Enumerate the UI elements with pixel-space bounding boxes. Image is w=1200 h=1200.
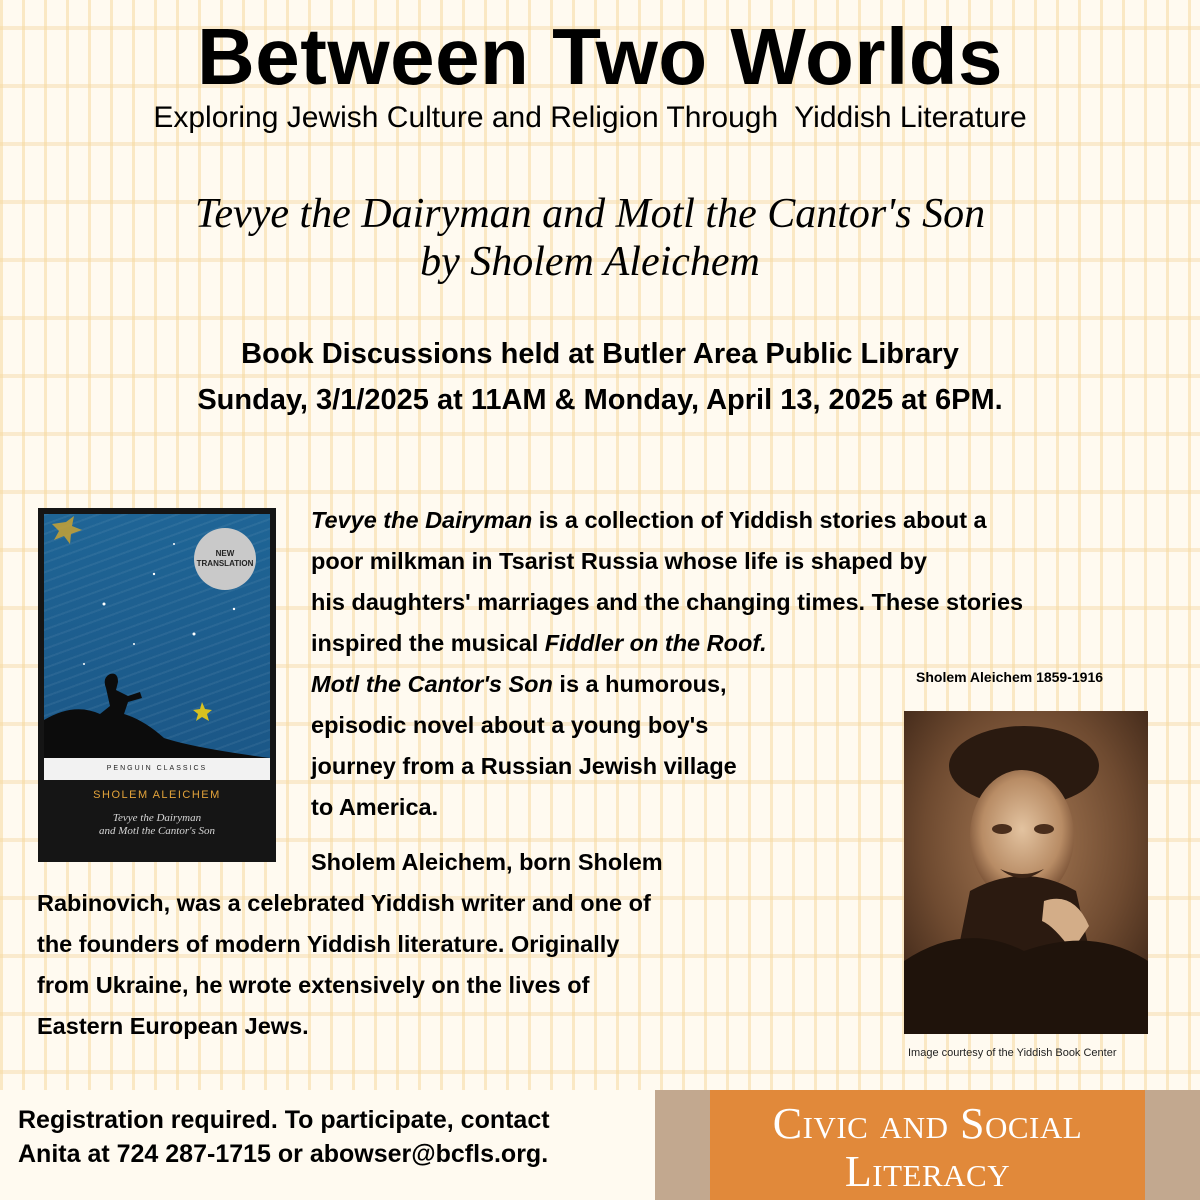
book-cover-image [38,508,276,862]
bio-line: from Ukraine, he wrote extensively on the lives of [37,972,590,998]
bio-line: Eastern European Jews. [37,1013,309,1039]
image-credit: Image courtesy of the Yiddish Book Center [908,1047,1117,1059]
description-line: inspired the musical Fiddler on the Roof. [311,630,767,656]
brand-line: Literacy [844,1147,1011,1196]
cover-publisher-band: PENGUIN CLASSICS [44,758,270,780]
author-bio [37,883,651,1047]
poster-title: Between Two Worlds [196,12,1004,101]
registration-info [18,1103,550,1171]
cover-star-icon [52,516,82,544]
cover-title: Tevye the Dairyman and Motl the Cantor's Son [98,812,216,837]
discussion-dates: Sunday, 3/1/2025 at 11AM & Monday, April 13, 2025 at 6PM. [197,384,1003,416]
author-portrait-photo [904,711,1148,1034]
new-translation-badge: NEW TRANSLATION [194,528,256,590]
book-title: Tevye the Dairyman and Motl the Cantor's Son [194,191,986,237]
book-author: by Sholem Aleichem [420,239,760,285]
portrait-caption: Sholem Aleichem 1859-1916 [916,669,1104,685]
description-line: to America. [311,794,439,820]
civic-social-literacy-logo [710,1090,1145,1200]
cover-author: SHOLEM ALEICHEM [93,789,221,801]
description-line: Motl the Cantor's Son is a humorous, [311,671,727,697]
discussion-venue: Book Discussions held at Butler Area Public Library [241,338,959,370]
brand-line: Civic and Social [772,1099,1083,1148]
author-bio-start: Sholem Aleichem, born Sholem [311,849,663,875]
description-line: poor milkman in Tsarist Russia whose life is shaped by [311,548,927,574]
bio-line: the founders of modern Yiddish literature. Originally [37,931,620,957]
registration-line: Registration required. To participate, contact [18,1106,550,1134]
cover-artwork [44,514,270,758]
poster-subtitle: Exploring Jewish Culture and Religion Through Yiddish Literature [153,101,1027,134]
description-line: Tevye the Dairyman is a collection of Yiddish stories about a [311,507,987,533]
description-line: episodic novel about a young boy's [311,712,709,738]
small-star-icon [193,702,212,721]
description-line: journey from a Russian Jewish village [311,753,737,779]
bio-line: Rabinovich, was a celebrated Yiddish writer and one of [37,890,651,916]
description-line: his daughters' marriages and the changing times. These stories [311,589,1024,615]
registration-line: Anita at 724 287-1715 or abowser@bcfls.org. [18,1140,549,1168]
fiddler-silhouette-icon [44,674,270,758]
